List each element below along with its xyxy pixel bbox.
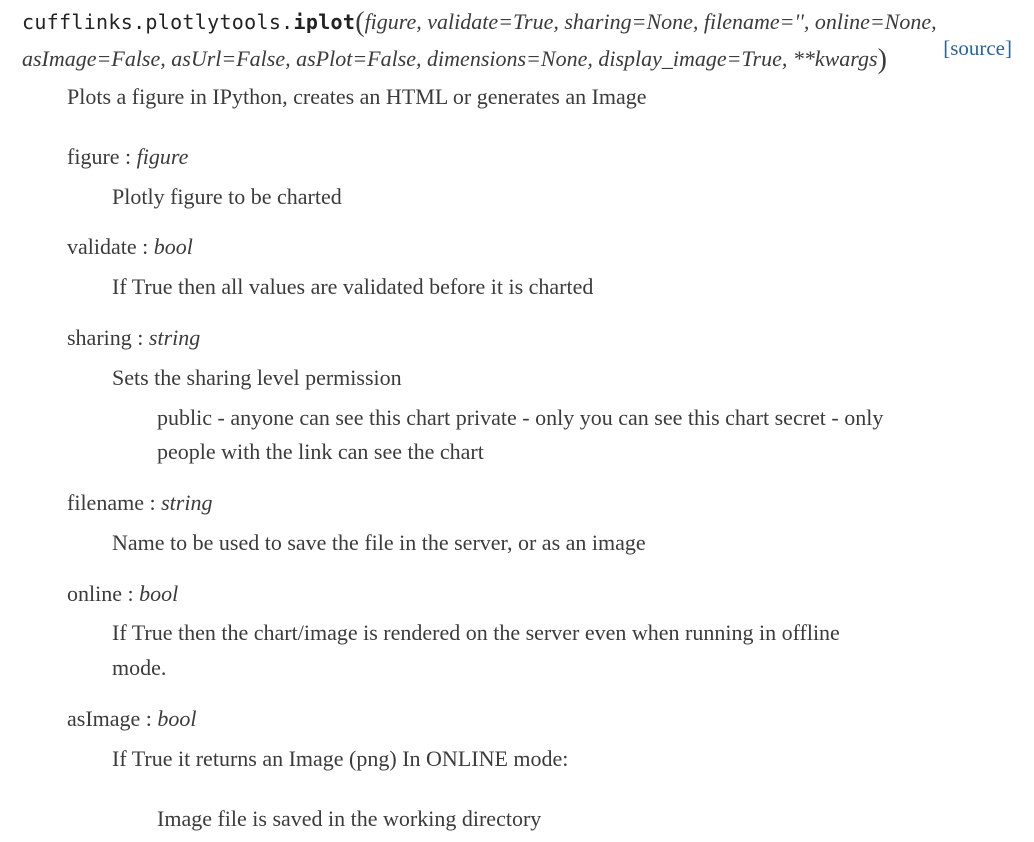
module-path: cufflinks.plotlytools.: [22, 10, 294, 34]
signature-args-line1: figure, validate=True, sharing=None, filename='', online=None,: [364, 9, 937, 34]
param-name: validate: [67, 234, 137, 259]
param-term-online: [67, 579, 178, 609]
param-separator: :: [122, 581, 140, 606]
signature-args-line2: asImage=False, asUrl=False, asPlot=False, dimensions=None, display_image=True, **kwargs: [22, 46, 878, 71]
param-term-figure: [67, 142, 188, 172]
param-term-sharing: [67, 323, 200, 353]
param-desc-figure: Plotly figure to be charted: [112, 184, 342, 209]
param-desc-validate: If True then all values are validated before it is charted: [112, 274, 594, 299]
param-term-filename: [67, 488, 212, 518]
param-name: online: [67, 581, 122, 606]
close-paren: ): [877, 44, 887, 75]
param-separator: :: [143, 490, 162, 515]
param-separator: :: [136, 234, 154, 259]
param-type: string: [148, 325, 201, 350]
param-term-asimage: [67, 704, 197, 734]
param-details-sharing-line1: public - anyone can see this chart private - only you can see this chart secret - only: [157, 405, 884, 430]
param-term-validate: [67, 232, 193, 262]
param-separator: :: [119, 144, 137, 169]
function-summary: Plots a figure in IPython, creates an HTML or generates an Image: [67, 84, 647, 109]
param-type: bool: [153, 234, 193, 259]
param-separator: :: [131, 325, 149, 350]
param-type: figure: [136, 144, 189, 169]
param-name: filename: [67, 490, 144, 515]
param-details-sharing-line2: people with the link can see the chart: [157, 439, 484, 464]
param-name: sharing: [67, 325, 132, 350]
param-separator: :: [140, 706, 158, 731]
param-type: bool: [157, 706, 197, 731]
param-desc-online-line2: mode.: [112, 655, 167, 680]
param-type: string: [161, 490, 213, 515]
param-desc-filename: Name to be used to save the file in the server, or as an image: [112, 530, 646, 555]
param-name: asImage: [67, 706, 141, 731]
param-desc-asimage: If True it returns an Image (png) In ONLINE mode:: [112, 746, 569, 771]
open-paren: (: [355, 7, 365, 38]
param-type: bool: [139, 581, 179, 606]
function-signature: [22, 4, 1022, 78]
param-desc-sharing: Sets the sharing level permission: [112, 365, 402, 390]
param-desc-online-line1: If True then the chart/image is rendered on the server even when running in offline: [112, 620, 840, 645]
source-link[interactable]: [source]: [943, 36, 1012, 60]
param-details-asimage-line1: Image file is saved in the working directory: [157, 806, 542, 831]
param-name: figure: [67, 144, 120, 169]
function-name: iplot: [293, 10, 356, 34]
